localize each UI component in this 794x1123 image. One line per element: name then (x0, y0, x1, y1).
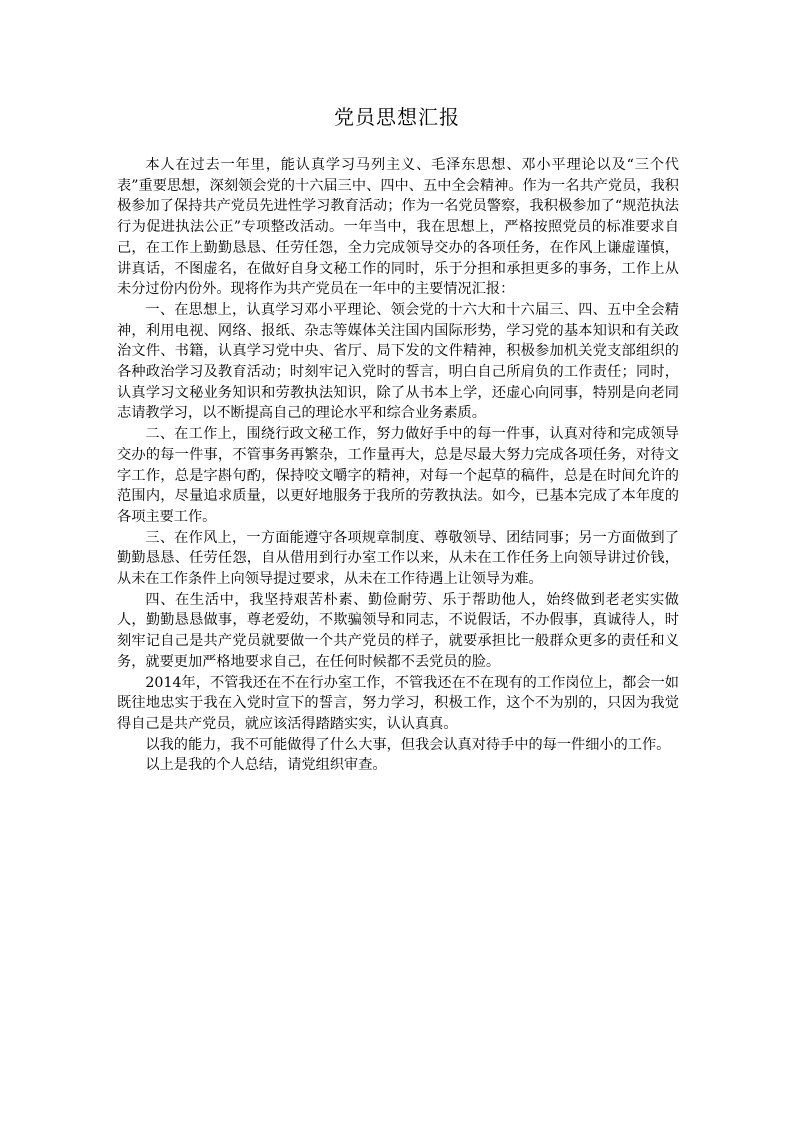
paragraph-life: 四、在生活中，我坚持艰苦朴素、勤俭耐劳、乐于帮助他人，始终做到老老实实做人，勤勤恳恳做事，尊老爱幼，不欺骗领导和同志，不说假话，不办假事，真诚待人，时刻牢记自己是共产党员就要做一个共产党员的样子，就要承担比一般群众更多的责任和义务，就要更加严格地要求自己，在任何时候都不丢党员的脸。 (117, 591, 679, 670)
paragraph-style: 三、在作风上，一方面能遵守各项规章制度、尊敬领导、团结同事；另一方面做到了勤勤恳恳、任劳任怨，自从借用到行办室工作以来，从未在工作任务上向领导讲过价钱，从未在工作条件上向领导提过要求，从未在工作待遇上让领导为难。 (117, 529, 679, 588)
document-body (117, 155, 679, 776)
paragraph-closing: 以上是我的个人总结，请党组织审查。 (145, 757, 387, 774)
paragraph-work: 二、在工作上，围绕行政文秘工作，努力做好手中的每一件事，认真对待和完成领导交办的每一件事，不管事务再繁杂，工作量再大，总是尽最大努力完成各项任务，对待文字工作，总是字斟句酌，保持咬文嚼字的精神，对每一个起草的稿件，总是在时间允许的范围内，尽量追求质量，以更好地服务于我所的劳教执法。如今，已基本完成了本年度的各项主要工作。 (117, 426, 679, 525)
paragraph-pledge: 2014年，不管我还在不在行办室工作，不管我还在不在现有的工作岗位上，都会一如既往地忠实于我在入党时宣下的誓言，努力学习，积极工作，这个不为别的，只因为我觉得自己是共产党员，就应该活得踏踏实实，认认真真。 (117, 674, 679, 732)
paragraph-thought: 一、在思想上，认真学习邓小平理论、领会党的十六大和十六届三、四、五中全会精神，利用电视、网络、报纸、杂志等媒体关注国内国际形势，学习党的基本知识和有关政治文件、书籍，认真学习党中央、省厅、局下发的文件精神，积极参加机关党支部组织的各种政治学习及教育活动；时刻牢记入党时的誓言，明白自己所肩负的工作责任；同时，认真学习文秘业务知识和劳教执法知识，除了从书本上学，还虚心向同事，特别是向老同志请教学习，以不断提高自己的理论水平和综合业务素质。 (117, 301, 679, 422)
paragraph-ability: 以我的能力，我不可能做得了什么大事，但我会认真对待手中的每一件细小的工作。 (145, 736, 671, 753)
paragraph-intro: 本人在过去一年里，能认真学习马列主义、毛泽东思想、邓小平理论以及“三个代表”重要思想，深刻领会党的十六届三中、四中、五中全会精神。作为一名共产党员，我积极参加了保持共产党员先进性学习教育活动；作为一名党员警察，我积极参加了“规范执法行为促进执法公正”专项整改活动。一年当中，我在思想上，严格按照党员的标准要求自己，在工作上勤勤恳恳、任劳任怨，全力完成领导交办的各项任务，在作风上谦虚谨慎，讲真话，不图虚名，在做好自身文秘工作的同时，乐于分担和承担更多的事务，工作上从未分过份内份外。现将作为共产党员在一年中的主要情况汇报： (117, 157, 679, 298)
document-title: 党员思想汇报 (334, 105, 460, 129)
